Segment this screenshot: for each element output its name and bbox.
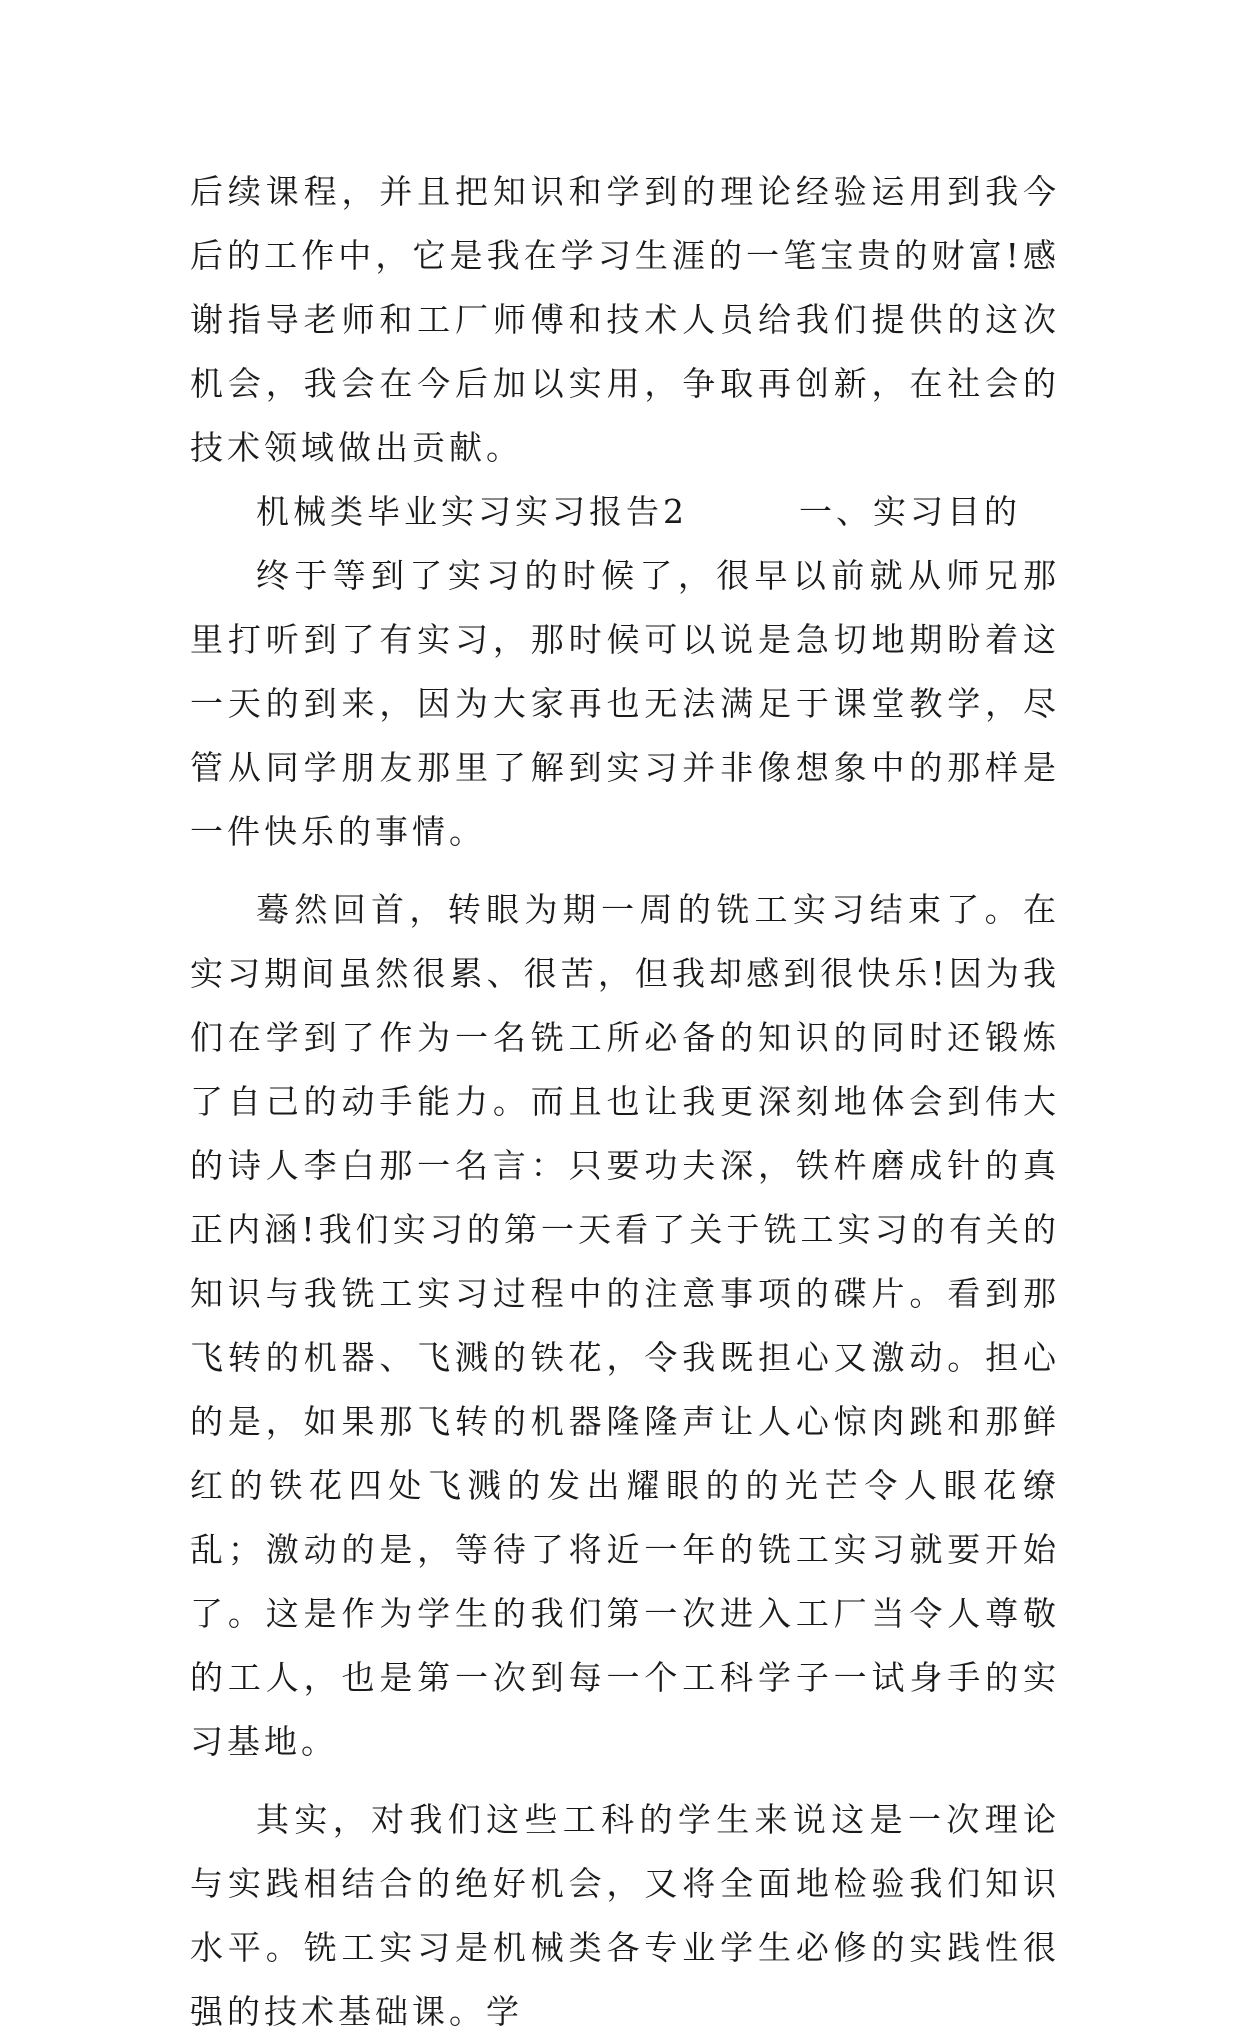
paragraph-practice: 其实，对我们这些工科的学生来说这是一次理论与实践相结合的绝好机会，又将全面地检验我们知识水平。铣工实习是机械类各专业学生必修的实践性很强的技术基础课。学	[190, 1800, 1060, 2031]
paragraph-reflection: 蓦然回首，转眼为期一周的铣工实习结束了。在实习期间虽然很累、很苦，但我却感到很快乐!因为我们在学到了作为一名铣工所必备的知识的同时还锻炼了自己的动手能力。而且也让我更深刻地体会到伟大的诗人李白那一名言：只要功夫深，铁杵磨成针的真正内涵!我们实习的第一天看了关于铣工实习的有关的知识与我铣工实习过程中的注意事项的碟片。看到那飞转的机器、飞溅的铁花，令我既担心又激动。担心的是，如果那飞转的机器隆隆声让人心惊肉跳和那鲜红的铁花四处飞溅的发出耀眼的的光芒令人眼花缭乱；激动的是，等待了将近一年的铣工实习就要开始了。这是作为学生的我们第一次进入工厂当令人尊敬的工人，也是第一次到每一个工科学子一试身手的实习基地。	[190, 890, 1060, 1761]
paragraph-continuation: 后续课程，并且把知识和学到的理论经验运用到我今后的工作中，它是我在学习生涯的一笔宝贵的财富!感谢指导老师和工厂师傅和技术人员给我们提供的这次机会，我会在今后加以实用，争取再创新，在社会的技术领域做出贡献。	[190, 172, 1060, 467]
paragraph-purpose: 终于等到了实习的时候了，很早以前就从师兄那里打听到了有实习，那时候可以说是急切地期盼着这一天的到来，因为大家再也无法满足于课堂教学，尽管从同学朋友那里了解到实习并非像想象中的那样是一件快乐的事情。	[190, 556, 1060, 851]
body-text	[190, 160, 1060, 2044]
section-heading: 机械类毕业实习实习报告2 一、实习目的	[256, 492, 1021, 531]
